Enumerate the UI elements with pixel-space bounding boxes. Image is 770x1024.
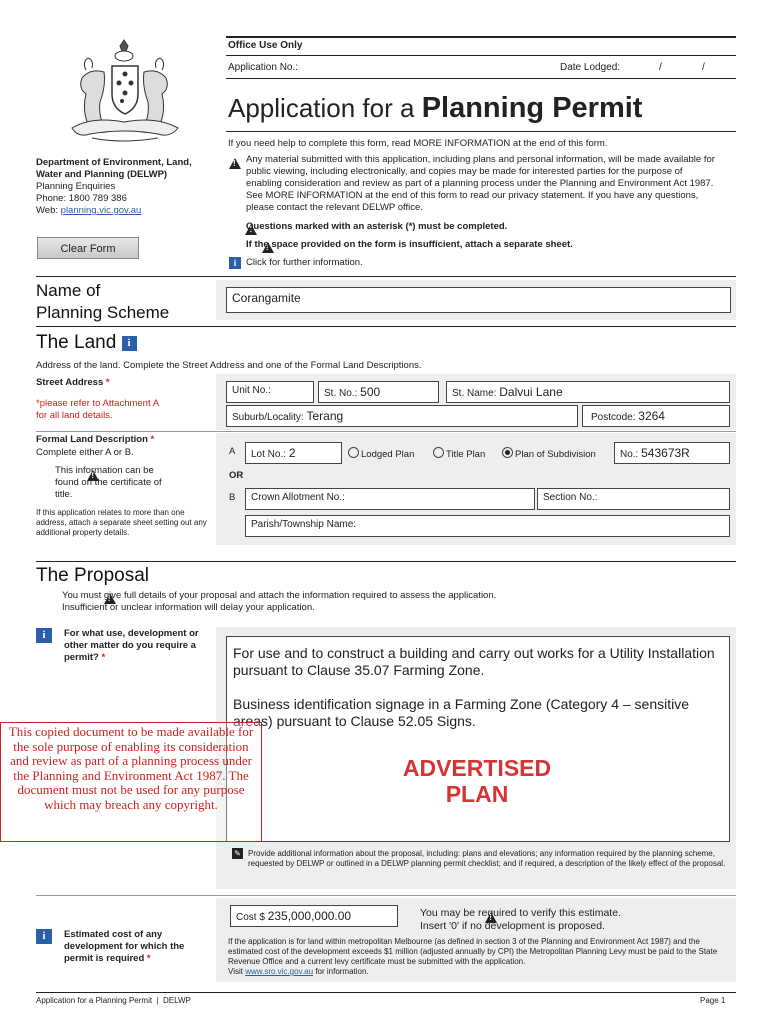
- advertised-plan-stamp: [377, 755, 577, 807]
- proposal-warning-line2: Insufficient or unclear information will delay your application.: [62, 602, 315, 613]
- department-name: Department of Environment, Land, Water and Planning (DELWP): [36, 157, 192, 180]
- enquiries-label: Planning Enquiries: [36, 181, 116, 192]
- info-icon[interactable]: i: [36, 628, 52, 643]
- additional-info-note: Provide additional information about the proposal, including: plans and elevations; any information required by the planning scheme, requested by DELWP or outlined in a DELWP planning permit checklist; and if required, a description of the likely effect of the proposal.: [248, 849, 726, 868]
- formal-land-text: Formal Land Description: [36, 434, 148, 445]
- date-separator: /: [659, 62, 662, 73]
- department-block: [36, 157, 216, 217]
- land-intro: Address of the land. Complete the Street Address and one of the Formal Land Descriptions.: [36, 360, 422, 371]
- option-b-label: B: [229, 492, 236, 503]
- proposal-warning: [62, 590, 722, 614]
- privacy-notice: Any material submitted with this application, including plans and personal information, will be made available for public viewing, including electronically, and copies may be made for interested parties for the purpose of enabling consideration and review as part of a planning process under the Planning and Environment Act 1987. See MORE INFORMATION at the end of this form to read our privacy statement. If you have any questions, please contact the relevant DELWP office.: [246, 154, 715, 213]
- stamp-line1: ADVERTISED: [402, 755, 552, 781]
- attachment-note: *please refer to Attachment A for all land details.: [36, 398, 159, 421]
- click-info: Click for further information.: [246, 257, 363, 268]
- web-label: Web:: [36, 205, 59, 216]
- postcode-label: Postcode:: [591, 412, 636, 423]
- cost-field[interactable]: [230, 905, 398, 927]
- warning-icon: [229, 158, 241, 169]
- copyright-notice-box: [0, 722, 262, 842]
- lot-no-value: 2: [288, 446, 296, 460]
- page-number: Page 1: [700, 996, 726, 1005]
- office-use-title: Office Use Only: [228, 40, 303, 51]
- title-bold: Planning Permit: [421, 92, 643, 124]
- title-plan-radio[interactable]: [433, 447, 485, 461]
- plan-no-value: 543673R: [641, 446, 690, 460]
- street-no-value: 500: [360, 385, 381, 399]
- required-asterisk: *: [105, 377, 110, 388]
- proposal-answer-field[interactable]: [226, 636, 730, 842]
- phone-number: Phone: 1800 789 386: [36, 193, 127, 204]
- suburb-label: Suburb/Locality:: [232, 412, 304, 423]
- parish-field[interactable]: [245, 515, 730, 537]
- info-icon[interactable]: i: [36, 929, 52, 944]
- unit-no-field[interactable]: [226, 381, 314, 403]
- asterisk-notice: Questions marked with an asterisk (*) must be completed.: [246, 221, 508, 232]
- visit-line: [228, 967, 369, 977]
- copyright-notice-text: This copied document to be made available for the sole purpose of enabling its consideration and review as part of a planning process under the Planning and Environment Act 1987. The document must not be used for any purpose which may breach any copyright.: [8, 724, 254, 812]
- footer-left: Application for a Planning Permit | DELWP: [36, 996, 191, 1005]
- plan-no-label: No.:: [620, 449, 639, 460]
- street-no-field[interactable]: [318, 381, 439, 403]
- planning-scheme-field[interactable]: [226, 287, 731, 313]
- suburb-field[interactable]: [226, 405, 578, 427]
- radio-icon: [433, 447, 444, 458]
- street-address-label: [36, 377, 110, 389]
- proposal-question-text: For what use, development or other matter do you require a permit?: [64, 628, 199, 663]
- plan-no-field[interactable]: [614, 442, 730, 464]
- cost-value: 235,000,000.00: [267, 909, 352, 923]
- proposal-answer-paragraph2: Business identification signage in a Farming Zone (Category 4 – sensitive areas) pursuant to Clause 52.05 Signs.: [233, 696, 690, 729]
- proposal-question: [64, 628, 209, 664]
- pen-icon: ✎: [232, 848, 243, 859]
- option-a-label: A: [229, 446, 236, 457]
- street-no-label: St. No.:: [324, 388, 358, 399]
- formal-land-sub: Complete either A or B.: [36, 447, 134, 458]
- title-prefix: Application for a: [228, 93, 415, 123]
- verify-line2: Insert '0' if no development is proposed.: [420, 920, 605, 932]
- web-line: [36, 205, 216, 217]
- crown-allotment-label: Crown Allotment No.:: [251, 492, 345, 503]
- multiple-address-note: If this application relates to more than one address, attach a separate sheet setting out any additional property details.: [36, 508, 207, 537]
- required-asterisk: *: [101, 652, 106, 663]
- street-name-label: St. Name:: [452, 388, 497, 399]
- coat-of-arms-logo: [62, 38, 192, 146]
- lot-no-field[interactable]: [245, 442, 342, 464]
- required-asterisk: *: [150, 434, 155, 445]
- street-address-text: Street Address: [36, 377, 104, 388]
- planning-scheme-value: Corangamite: [232, 291, 301, 305]
- street-name-field[interactable]: [446, 381, 730, 403]
- proposal-answer-paragraph1: For use and to construct a building and carry out works for a Utility Installation pursuant to Clause 35.07 Farming Zone.: [233, 645, 715, 678]
- street-name-value: Dalvui Lane: [499, 385, 563, 399]
- required-asterisk: *: [146, 953, 151, 964]
- radio-icon: [348, 447, 359, 458]
- lodged-plan-radio[interactable]: [348, 447, 414, 461]
- plan-of-subdivision-radio[interactable]: [502, 447, 596, 461]
- cost-label: Cost $: [236, 912, 265, 923]
- clear-form-button[interactable]: Clear Form: [37, 237, 139, 259]
- sro-link[interactable]: www.sro.vic.gov.au: [245, 967, 314, 976]
- scheme-heading-line1: Name of: [36, 281, 101, 300]
- postcode-field[interactable]: [582, 405, 730, 427]
- radio-selected-icon: [502, 447, 513, 458]
- or-label: OR: [229, 470, 244, 481]
- visit-suffix: for information.: [315, 967, 369, 976]
- postcode-value: 3264: [638, 409, 665, 423]
- plan-of-subdivision-label: Plan of Subdivision: [515, 449, 596, 460]
- section-no-field[interactable]: [537, 488, 730, 510]
- info-icon[interactable]: i: [122, 336, 137, 351]
- suburb-value: Terang: [306, 409, 344, 423]
- cost-question-text: Estimated cost of any development for which the permit is required: [64, 929, 185, 964]
- formal-land-label: [36, 434, 154, 446]
- land-heading: [36, 332, 137, 354]
- certificate-note: This information can be found on the certificate of title.: [55, 465, 162, 500]
- cost-question: [64, 929, 209, 965]
- crown-allotment-field[interactable]: [245, 488, 535, 510]
- proposal-warning-line1: You must give full details of your proposal and attach the information required to assess the application.: [62, 590, 497, 601]
- scheme-heading-line2: Planning Scheme: [36, 303, 170, 322]
- scheme-heading: [36, 280, 169, 324]
- application-no-label: Application No.:: [228, 62, 299, 73]
- web-link[interactable]: planning.vic.gov.au: [60, 205, 142, 216]
- title-plan-label: Title Plan: [446, 449, 486, 460]
- help-text: If you need help to complete this form, read MORE INFORMATION at the end of this form.: [228, 138, 608, 149]
- info-icon: i: [229, 257, 241, 269]
- unit-no-label: Unit No.:: [232, 385, 271, 396]
- proposal-heading: The Proposal: [36, 565, 150, 586]
- lodged-plan-label: Lodged Plan: [361, 449, 415, 460]
- space-notice: If the space provided on the form is insufficient, attach a separate sheet.: [246, 239, 573, 250]
- levy-note: If the application is for land within metropolitan Melbourne (as defined in section 3 of the Planning and Environment Act 1987) and the estimated cost of the development exceeds $1 million (adjusted annually by CPI) the Metropolitan Planning Levy must be paid to the State Revenue Office and a current levy certificate must be submitted with the application.: [228, 937, 718, 966]
- verify-note: [420, 907, 720, 933]
- date-separator: /: [702, 62, 705, 73]
- date-lodged-label: Date Lodged:: [560, 62, 621, 73]
- lot-no-label: Lot No.:: [251, 449, 287, 460]
- page-title: [228, 92, 642, 125]
- parish-label: Parish/Township Name:: [251, 519, 357, 530]
- visit-prefix: Visit: [228, 967, 243, 976]
- land-heading-text: The Land: [36, 332, 117, 353]
- verify-line1: You may be required to verify this estimate.: [420, 907, 621, 919]
- section-no-label: Section No.:: [543, 492, 598, 503]
- stamp-line2: PLAN: [445, 781, 509, 807]
